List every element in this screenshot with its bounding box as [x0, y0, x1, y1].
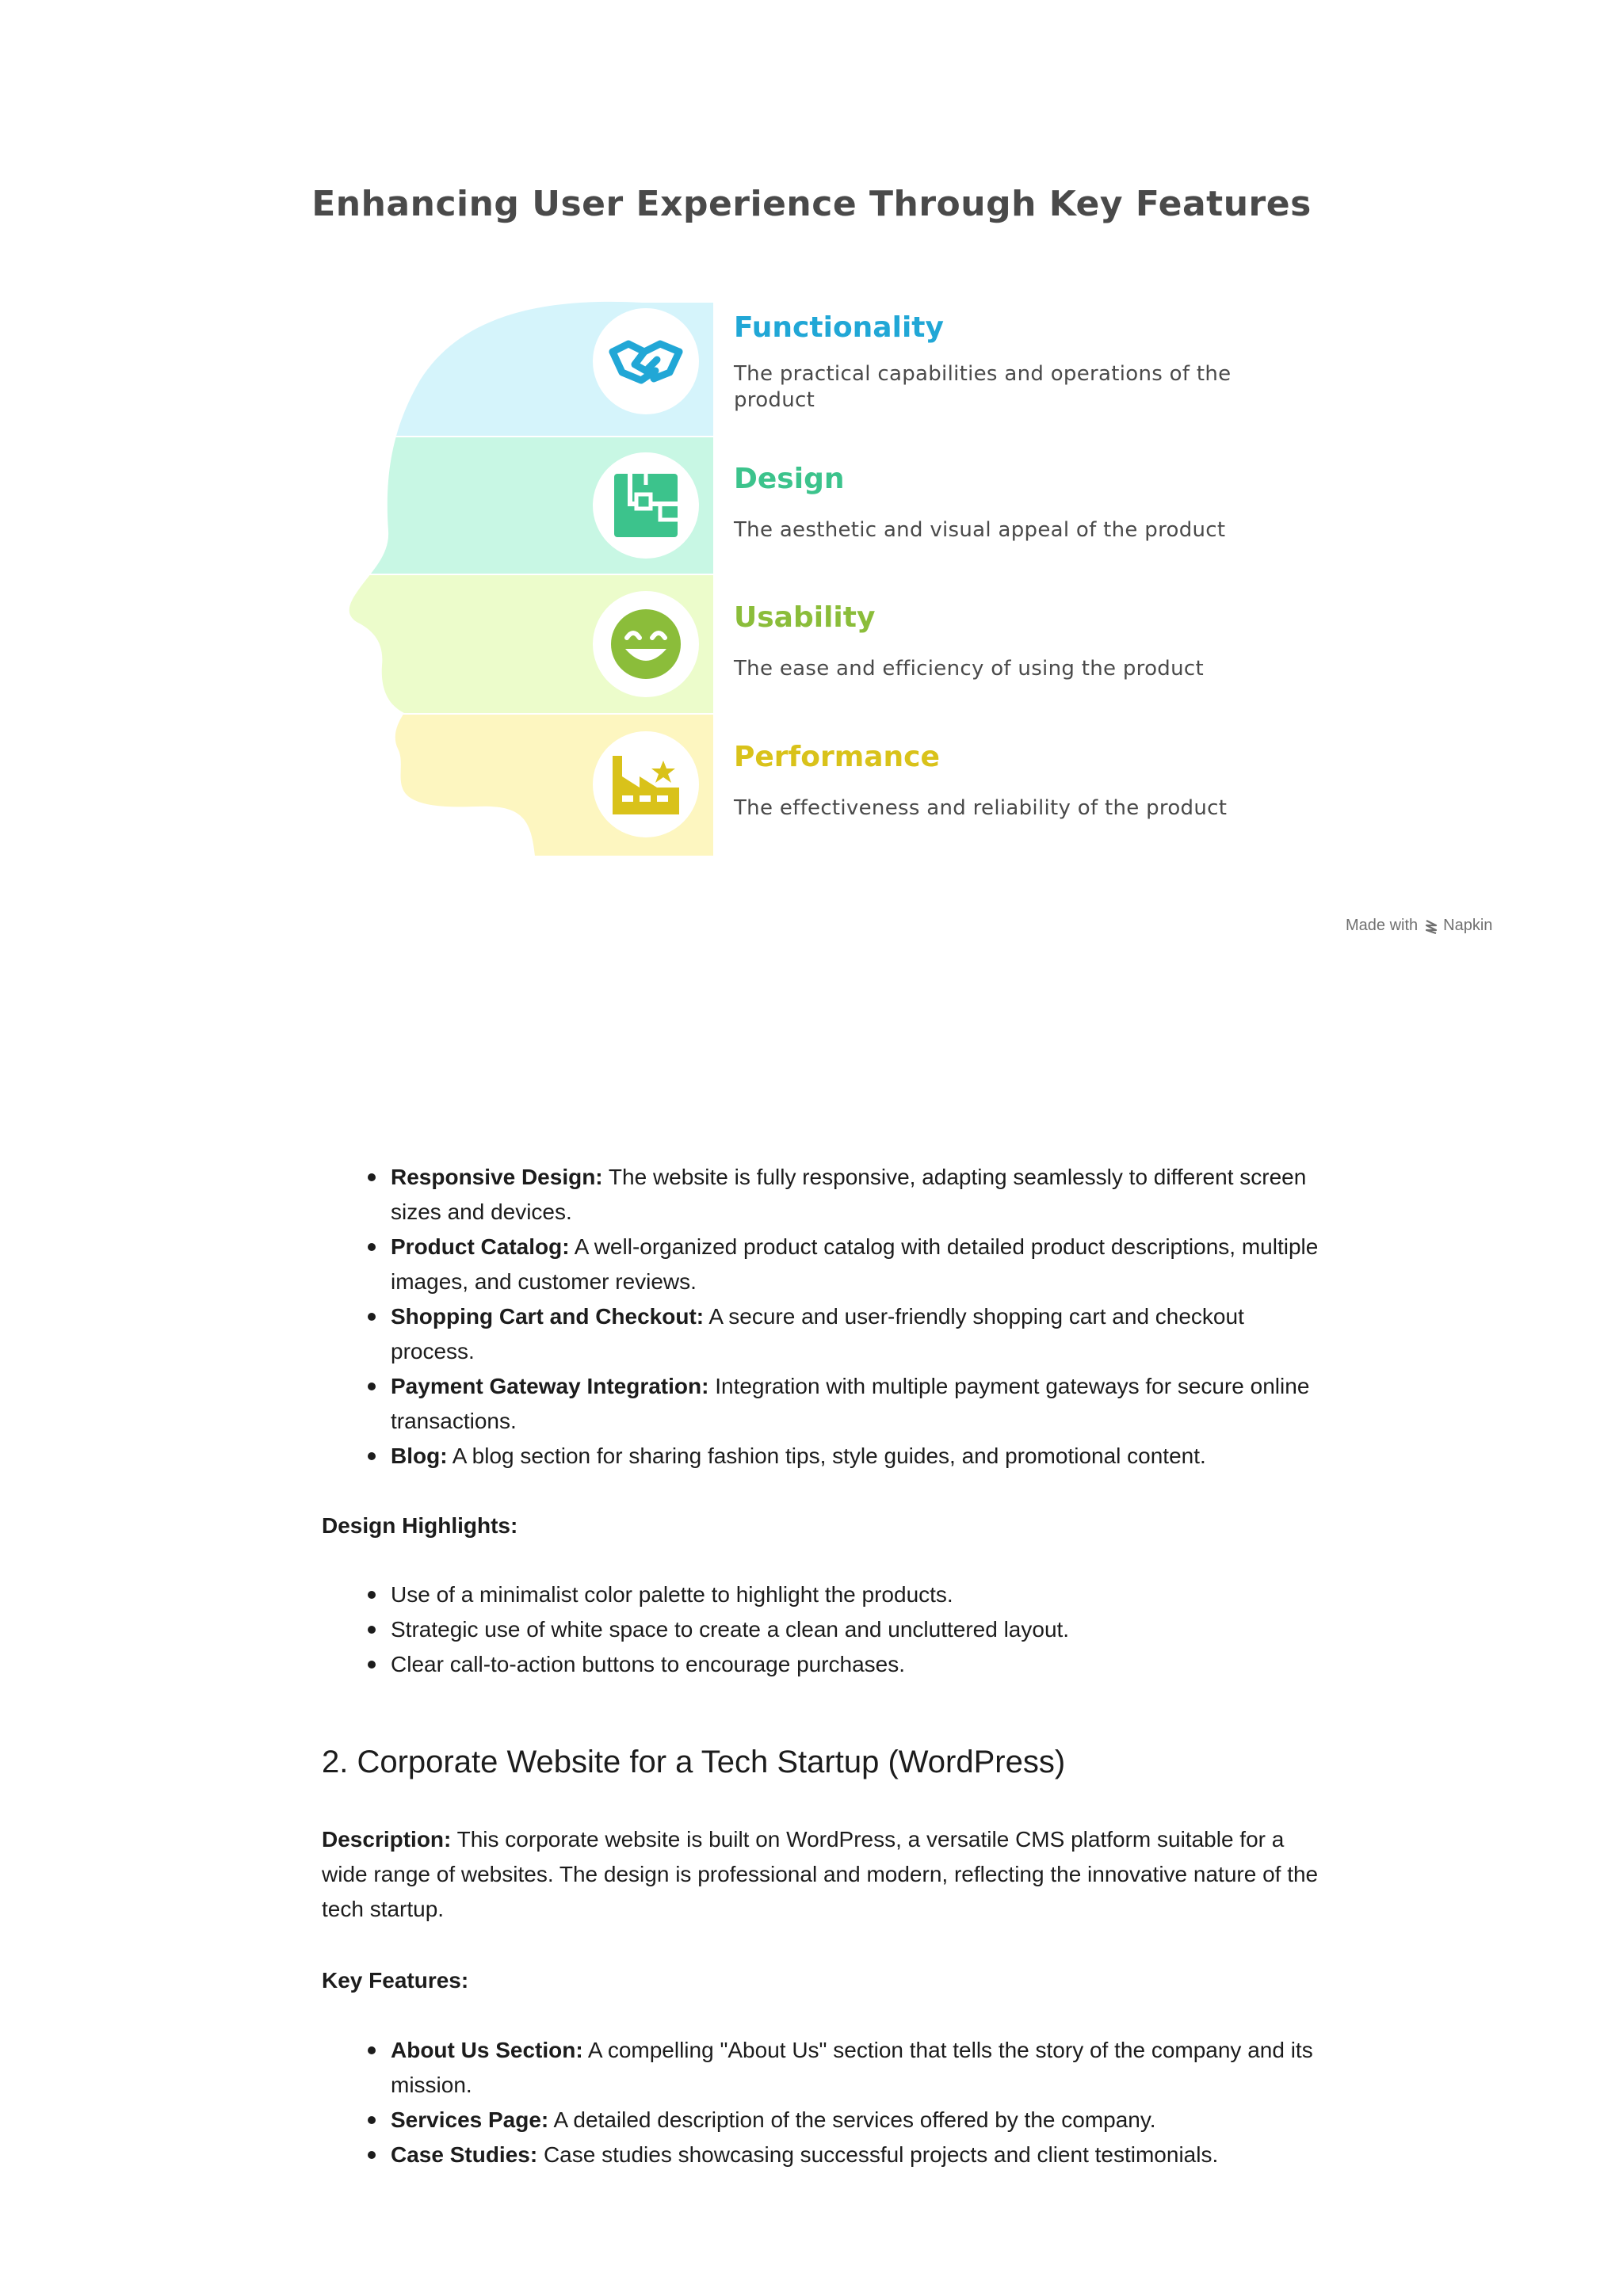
item-label: Blog:: [391, 1444, 448, 1468]
list-item: [365, 1369, 1323, 1439]
description-text: This corporate website is built on WordPress, a versatile CMS platform suitable for a wide range of websites. The design is professional and modern, reflecting the innovative nature of the tech startup.: [322, 1827, 1319, 1921]
napkin-brand-label: Napkin: [1443, 917, 1493, 934]
item-text: A compelling "About Us" section that tells the story of the company and its mission.: [391, 2038, 1313, 2097]
head-silhouette: [341, 293, 713, 856]
feature-description: The practical capabilities and operations of the product: [734, 362, 1232, 412]
design-highlights-list: [365, 1577, 1323, 1682]
feature-description: The aesthetic and visual appeal of the product: [734, 518, 1226, 542]
item-label: About Us Section:: [391, 2038, 583, 2062]
key-features-heading: Key Features:: [322, 1968, 469, 1993]
infographic-title: Enhancing User Experience Through Key Features: [311, 184, 1312, 224]
item-label: Payment Gateway Integration:: [391, 1374, 709, 1398]
item-label: Case Studies:: [391, 2142, 538, 2167]
item-text: The website is fully responsive, adapting seamlessly to different screen sizes and devices.: [391, 1165, 1307, 1224]
list-item: Use of a minimalist color palette to highlight the products.: [365, 1577, 1323, 1612]
list-item: [365, 2033, 1323, 2103]
features-list: [365, 1160, 1323, 1474]
design-highlights-heading: Design Highlights:: [322, 1513, 518, 1538]
feature-description: The ease and efficiency of using the product: [734, 657, 1204, 681]
item-text: A detailed description of the services offered by the company.: [548, 2107, 1156, 2132]
blueprint-icon: [614, 474, 678, 537]
list-item: [365, 1299, 1323, 1369]
item-label: Responsive Design:: [391, 1165, 603, 1189]
item-label: Shopping Cart and Checkout:: [391, 1304, 705, 1329]
feature-title: Design: [734, 463, 845, 495]
item-label: Services Page:: [391, 2107, 549, 2132]
feature-design: [734, 462, 1273, 543]
item-text: Case studies showcasing successful projects and client testimonials.: [537, 2142, 1219, 2167]
feature-description: The effectiveness and reliability of the product: [734, 796, 1228, 820]
made-with-label: Made with: [1346, 917, 1419, 934]
description-paragraph: [322, 1822, 1320, 1927]
napkin-brand: [1424, 917, 1492, 935]
list-item: [365, 2138, 1323, 2172]
feature-title: Functionality: [734, 311, 944, 344]
item-text: Integration with multiple payment gateways for secure online transactions.: [391, 1374, 1310, 1433]
feature-usability: [734, 601, 1273, 682]
list-item: [365, 1230, 1323, 1299]
feature-title: Usability: [734, 601, 876, 634]
feature-functionality: [734, 311, 1273, 414]
made-with-napkin: [1346, 917, 1492, 935]
napkin-logo-icon: [1424, 918, 1440, 934]
list-item: [365, 1439, 1323, 1474]
list-item: [365, 1160, 1323, 1230]
section-heading: 2. Corporate Website for a Tech Startup (WordPress): [322, 1745, 1066, 1779]
smiley-icon: [611, 609, 681, 679]
list-item: Clear call-to-action buttons to encourage purchases.: [365, 1647, 1323, 1682]
list-item: [365, 2103, 1323, 2138]
key-features-list: [365, 2033, 1323, 2172]
item-text: A blog section for sharing fashion tips, style guides, and promotional content.: [447, 1444, 1206, 1468]
list-item: Strategic use of white space to create a clean and uncluttered layout.: [365, 1612, 1323, 1647]
item-label: Product Catalog:: [391, 1234, 570, 1259]
description-label: Description:: [322, 1827, 452, 1852]
item-text: A well-organized product catalog with detailed product descriptions, multiple images, and customer reviews.: [391, 1234, 1319, 1294]
feature-performance: [734, 740, 1273, 822]
item-text: A secure and user-friendly shopping cart and checkout process.: [391, 1304, 1244, 1363]
icon-circle-functionality: [590, 306, 701, 417]
feature-title: Performance: [734, 741, 940, 773]
